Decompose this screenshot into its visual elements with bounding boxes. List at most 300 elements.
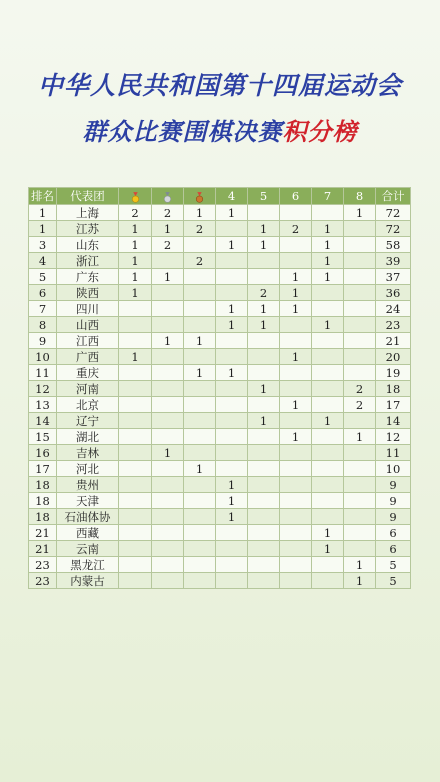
count-cell (312, 365, 344, 381)
rank-cell: 10 (29, 349, 57, 365)
header-bronze (184, 188, 216, 205)
header-place-5: 5 (248, 188, 280, 205)
count-cell (184, 285, 216, 301)
table-row (29, 317, 411, 333)
count-cell: 1 (152, 269, 184, 285)
team-cell: 山东 (57, 237, 119, 253)
count-cell: 1 (312, 525, 344, 541)
count-cell (344, 461, 376, 477)
count-cell: 1 (184, 333, 216, 349)
count-cell: 1 (216, 301, 248, 317)
count-cell: 1 (216, 317, 248, 333)
count-cell: 2 (248, 285, 280, 301)
count-cell (248, 541, 280, 557)
count-cell (248, 333, 280, 349)
count-cell (280, 445, 312, 461)
table-row (29, 477, 411, 493)
table-row (29, 461, 411, 477)
count-cell: 1 (152, 221, 184, 237)
count-cell (152, 557, 184, 573)
title-line-2-main: 群众比赛围棋决赛 (82, 118, 283, 146)
count-cell (344, 541, 376, 557)
team-cell: 内蒙古 (57, 573, 119, 589)
count-cell: 1 (248, 317, 280, 333)
table-row (29, 413, 411, 429)
count-cell (152, 493, 184, 509)
table-row (29, 541, 411, 557)
header-place-7: 7 (312, 188, 344, 205)
count-cell (344, 349, 376, 365)
count-cell: 1 (216, 205, 248, 221)
total-cell: 12 (376, 429, 411, 445)
total-cell: 18 (376, 381, 411, 397)
count-cell: 1 (312, 253, 344, 269)
bronze-medal-icon (195, 192, 204, 203)
count-cell: 1 (216, 237, 248, 253)
count-cell (152, 253, 184, 269)
count-cell (280, 413, 312, 429)
count-cell (216, 381, 248, 397)
count-cell (248, 477, 280, 493)
count-cell (184, 445, 216, 461)
team-cell: 陕西 (57, 285, 119, 301)
count-cell (344, 285, 376, 301)
count-cell: 1 (119, 221, 152, 237)
title-line-2 (0, 112, 440, 147)
count-cell: 1 (184, 461, 216, 477)
table-row (29, 397, 411, 413)
rank-cell: 7 (29, 301, 57, 317)
count-cell (248, 205, 280, 221)
count-cell (152, 301, 184, 317)
count-cell: 2 (152, 237, 184, 253)
count-cell: 1 (152, 333, 184, 349)
rank-cell: 17 (29, 461, 57, 477)
count-cell (216, 221, 248, 237)
total-cell: 21 (376, 333, 411, 349)
count-cell: 2 (344, 381, 376, 397)
table-row (29, 205, 411, 221)
count-cell (184, 509, 216, 525)
table-row (29, 285, 411, 301)
count-cell (312, 445, 344, 461)
count-cell: 1 (312, 541, 344, 557)
count-cell (280, 573, 312, 589)
count-cell: 1 (280, 349, 312, 365)
count-cell (248, 445, 280, 461)
count-cell (119, 445, 152, 461)
count-cell (216, 573, 248, 589)
total-cell: 72 (376, 221, 411, 237)
standings-table (28, 187, 411, 589)
rank-cell: 18 (29, 477, 57, 493)
count-cell (248, 557, 280, 573)
table-row (29, 445, 411, 461)
rank-cell: 23 (29, 573, 57, 589)
count-cell: 1 (344, 205, 376, 221)
count-cell (344, 269, 376, 285)
count-cell: 1 (216, 365, 248, 381)
count-cell (216, 445, 248, 461)
rank-cell: 3 (29, 237, 57, 253)
count-cell (248, 461, 280, 477)
count-cell: 1 (184, 205, 216, 221)
rank-cell: 1 (29, 221, 57, 237)
count-cell (312, 285, 344, 301)
count-cell (312, 301, 344, 317)
count-cell (248, 429, 280, 445)
team-cell: 北京 (57, 397, 119, 413)
count-cell (344, 333, 376, 349)
count-cell (184, 573, 216, 589)
count-cell (248, 509, 280, 525)
table-row (29, 269, 411, 285)
count-cell (248, 397, 280, 413)
total-cell: 5 (376, 557, 411, 573)
count-cell (248, 493, 280, 509)
count-cell (119, 461, 152, 477)
count-cell (152, 285, 184, 301)
total-cell: 19 (376, 365, 411, 381)
count-cell (119, 333, 152, 349)
count-cell (216, 461, 248, 477)
total-cell: 11 (376, 445, 411, 461)
team-cell: 辽宁 (57, 413, 119, 429)
table-row (29, 221, 411, 237)
table-row (29, 333, 411, 349)
count-cell: 1 (248, 413, 280, 429)
count-cell (280, 205, 312, 221)
count-cell: 2 (152, 205, 184, 221)
count-cell (344, 445, 376, 461)
count-cell: 1 (280, 429, 312, 445)
team-cell: 重庆 (57, 365, 119, 381)
count-cell (312, 429, 344, 445)
count-cell (152, 365, 184, 381)
count-cell: 1 (280, 285, 312, 301)
count-cell: 2 (344, 397, 376, 413)
table-row (29, 237, 411, 253)
team-cell: 上海 (57, 205, 119, 221)
count-cell (184, 269, 216, 285)
team-cell: 江苏 (57, 221, 119, 237)
total-cell: 37 (376, 269, 411, 285)
count-cell: 1 (119, 237, 152, 253)
count-cell (280, 237, 312, 253)
count-cell (152, 573, 184, 589)
count-cell: 1 (344, 573, 376, 589)
count-cell (216, 269, 248, 285)
count-cell (280, 557, 312, 573)
rank-cell: 15 (29, 429, 57, 445)
count-cell (280, 461, 312, 477)
count-cell (248, 349, 280, 365)
count-cell (216, 333, 248, 349)
count-cell (216, 429, 248, 445)
count-cell (312, 349, 344, 365)
count-cell: 2 (184, 221, 216, 237)
count-cell (344, 413, 376, 429)
count-cell: 1 (119, 349, 152, 365)
team-cell: 四川 (57, 301, 119, 317)
total-cell: 9 (376, 509, 411, 525)
silver-medal-icon (163, 192, 172, 203)
count-cell (152, 509, 184, 525)
count-cell (152, 349, 184, 365)
table-row (29, 349, 411, 365)
count-cell (216, 525, 248, 541)
rank-cell: 14 (29, 413, 57, 429)
count-cell (152, 541, 184, 557)
rank-cell: 8 (29, 317, 57, 333)
title-line-1: 中华人民共和国第十四届运动会 (37, 71, 402, 100)
count-cell (312, 461, 344, 477)
total-cell: 10 (376, 461, 411, 477)
gold-medal-icon (131, 192, 140, 203)
rank-cell: 5 (29, 269, 57, 285)
count-cell (184, 477, 216, 493)
table-row (29, 301, 411, 317)
count-cell (344, 237, 376, 253)
table-row (29, 509, 411, 525)
count-cell (152, 461, 184, 477)
total-cell: 58 (376, 237, 411, 253)
count-cell (152, 317, 184, 333)
count-cell (216, 253, 248, 269)
count-cell (280, 477, 312, 493)
count-cell (184, 381, 216, 397)
count-cell (184, 541, 216, 557)
count-cell: 1 (312, 237, 344, 253)
team-cell: 西藏 (57, 525, 119, 541)
header-place-4: 4 (216, 188, 248, 205)
count-cell (344, 317, 376, 333)
count-cell (344, 525, 376, 541)
count-cell: 2 (119, 205, 152, 221)
count-cell (312, 477, 344, 493)
count-cell (119, 413, 152, 429)
count-cell: 1 (312, 221, 344, 237)
team-cell: 吉林 (57, 445, 119, 461)
count-cell (119, 525, 152, 541)
rank-cell: 18 (29, 509, 57, 525)
total-cell: 6 (376, 525, 411, 541)
count-cell (216, 413, 248, 429)
count-cell: 1 (312, 413, 344, 429)
rank-cell: 21 (29, 525, 57, 541)
rank-cell: 11 (29, 365, 57, 381)
count-cell: 1 (248, 221, 280, 237)
count-cell (184, 349, 216, 365)
count-cell (119, 493, 152, 509)
count-cell (119, 541, 152, 557)
count-cell (344, 493, 376, 509)
count-cell: 1 (248, 381, 280, 397)
count-cell (119, 573, 152, 589)
count-cell: 1 (312, 269, 344, 285)
count-cell (152, 413, 184, 429)
count-cell (312, 573, 344, 589)
count-cell: 1 (152, 445, 184, 461)
count-cell (280, 493, 312, 509)
rank-cell: 4 (29, 253, 57, 269)
rank-cell: 6 (29, 285, 57, 301)
count-cell (119, 317, 152, 333)
team-cell: 湖北 (57, 429, 119, 445)
count-cell: 1 (216, 509, 248, 525)
rank-cell: 18 (29, 493, 57, 509)
count-cell: 1 (119, 285, 152, 301)
count-cell (119, 557, 152, 573)
count-cell (280, 525, 312, 541)
count-cell (248, 365, 280, 381)
total-cell: 24 (376, 301, 411, 317)
count-cell (344, 477, 376, 493)
count-cell (152, 381, 184, 397)
total-cell: 6 (376, 541, 411, 557)
count-cell: 1 (280, 397, 312, 413)
count-cell (119, 365, 152, 381)
team-cell: 石油体协 (57, 509, 119, 525)
rank-cell: 1 (29, 205, 57, 221)
table-row (29, 493, 411, 509)
table-row (29, 557, 411, 573)
count-cell (119, 509, 152, 525)
header-silver (152, 188, 184, 205)
count-cell: 1 (280, 269, 312, 285)
count-cell (248, 573, 280, 589)
count-cell (184, 493, 216, 509)
total-cell: 17 (376, 397, 411, 413)
count-cell: 1 (216, 493, 248, 509)
count-cell (152, 397, 184, 413)
header-gold (119, 188, 152, 205)
count-cell: 1 (119, 253, 152, 269)
total-cell: 20 (376, 349, 411, 365)
count-cell (280, 333, 312, 349)
count-cell (312, 333, 344, 349)
total-cell: 36 (376, 285, 411, 301)
count-cell (184, 301, 216, 317)
count-cell (248, 525, 280, 541)
table-row (29, 429, 411, 445)
header-place-6: 6 (280, 188, 312, 205)
team-cell: 黑龙江 (57, 557, 119, 573)
count-cell (344, 221, 376, 237)
count-cell (312, 557, 344, 573)
count-cell (280, 365, 312, 381)
count-cell (119, 477, 152, 493)
count-cell: 1 (248, 301, 280, 317)
rank-cell: 23 (29, 557, 57, 573)
count-cell (184, 429, 216, 445)
count-cell (248, 269, 280, 285)
team-cell: 广东 (57, 269, 119, 285)
count-cell: 1 (119, 269, 152, 285)
count-cell (184, 557, 216, 573)
team-cell: 河北 (57, 461, 119, 477)
count-cell (184, 413, 216, 429)
count-cell (119, 397, 152, 413)
team-cell: 浙江 (57, 253, 119, 269)
count-cell: 1 (344, 557, 376, 573)
count-cell: 1 (248, 237, 280, 253)
count-cell (152, 525, 184, 541)
table-header-row (29, 188, 411, 205)
count-cell: 1 (216, 477, 248, 493)
team-cell: 贵州 (57, 477, 119, 493)
header-total: 合计 (376, 188, 411, 205)
count-cell (216, 397, 248, 413)
count-cell (216, 557, 248, 573)
rank-cell: 12 (29, 381, 57, 397)
count-cell (152, 477, 184, 493)
header-rank: 排名 (29, 188, 57, 205)
count-cell (312, 509, 344, 525)
total-cell: 9 (376, 477, 411, 493)
count-cell (184, 525, 216, 541)
team-cell: 山西 (57, 317, 119, 333)
count-cell (119, 381, 152, 397)
count-cell (119, 429, 152, 445)
team-cell: 江西 (57, 333, 119, 349)
count-cell (184, 237, 216, 253)
table-row (29, 253, 411, 269)
count-cell (344, 253, 376, 269)
count-cell (312, 397, 344, 413)
count-cell (184, 397, 216, 413)
total-cell: 14 (376, 413, 411, 429)
total-cell: 9 (376, 493, 411, 509)
count-cell (280, 541, 312, 557)
total-cell: 23 (376, 317, 411, 333)
count-cell (280, 317, 312, 333)
count-cell (344, 301, 376, 317)
count-cell: 1 (184, 365, 216, 381)
rank-cell: 21 (29, 541, 57, 557)
table-row (29, 381, 411, 397)
team-cell: 广西 (57, 349, 119, 365)
total-cell: 39 (376, 253, 411, 269)
count-cell: 2 (280, 221, 312, 237)
count-cell (344, 509, 376, 525)
count-cell (344, 365, 376, 381)
rank-cell: 9 (29, 333, 57, 349)
team-cell: 云南 (57, 541, 119, 557)
count-cell: 2 (184, 253, 216, 269)
count-cell (312, 205, 344, 221)
table-row (29, 525, 411, 541)
count-cell (119, 301, 152, 317)
count-cell: 1 (344, 429, 376, 445)
header-team: 代表团 (57, 188, 119, 205)
rank-cell: 16 (29, 445, 57, 461)
count-cell (152, 429, 184, 445)
count-cell (280, 381, 312, 397)
count-cell (216, 349, 248, 365)
count-cell (184, 317, 216, 333)
table-row (29, 573, 411, 589)
total-cell: 72 (376, 205, 411, 221)
count-cell (248, 253, 280, 269)
count-cell (312, 381, 344, 397)
table-row (29, 365, 411, 381)
header-place-8: 8 (344, 188, 376, 205)
count-cell (280, 253, 312, 269)
rank-cell: 13 (29, 397, 57, 413)
count-cell (312, 493, 344, 509)
count-cell (216, 285, 248, 301)
